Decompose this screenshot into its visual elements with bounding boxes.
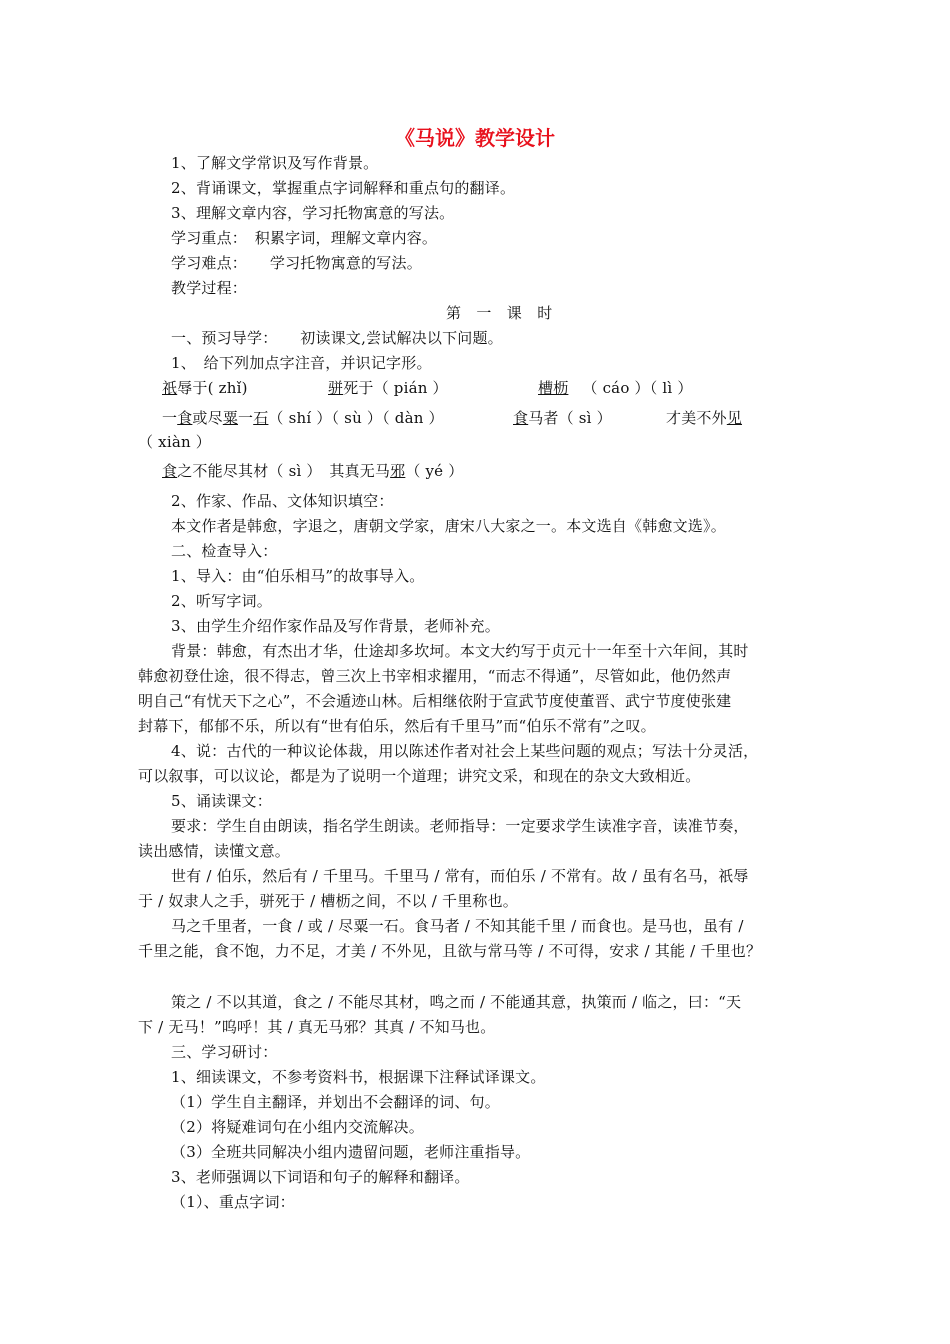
background-line: 背景：韩愈，有杰出才华，仕途却多坎坷。本文大约写于贞元十一年至十六年间，其时	[171, 642, 749, 660]
pinyin-text: （ shí ）（ sù ）（ dàn ）	[268, 409, 444, 427]
dotted-char: 食	[177, 409, 193, 427]
dotted-char: 邪	[390, 462, 406, 480]
dotted-char: 骈	[328, 379, 344, 397]
dotted-char: 石	[253, 409, 269, 427]
shuo-line: 4、说：古代的一种议论体裁，用以陈述作者对社会上某些问题的观点；写法十分灵活，	[171, 742, 759, 760]
goal-2: 2、背诵课文，掌握重点字词解释和重点句的翻译。	[171, 179, 516, 197]
check-item-3: 3、由学生介绍作家作品及写作背景，老师补充。	[171, 617, 500, 635]
preview-task-1: 1、 给下列加点字注音，并识记字形。	[171, 354, 432, 372]
reading-para-3-line: 策之 / 不以其道，食之 / 不能尽其材，鸣之而 / 不能通其意，执策而 / 临之，曰：“天	[171, 993, 742, 1011]
reading-para-2-line: 千里之能，食不饱，力不足，才美 / 不外见，且欲与常马等 / 不可得，安求 / 其能 / 千里也？	[138, 942, 762, 960]
plain-text: 一	[162, 409, 178, 427]
preview-heading: 一、预习导学： 初读课文,尝试解决以下问题。	[171, 329, 503, 347]
requirement-line: 读出感情，读懂文意。	[138, 842, 291, 860]
plain-text: 一	[238, 409, 254, 427]
check-item-2: 2、听写字词。	[171, 592, 272, 610]
preview-task-2-answer: 本文作者是韩愈，字退之，唐朝文学家，唐宋八大家之一。本文选自《韩愈文选》。	[171, 517, 726, 535]
pinyin-text: 马者（ sì ）	[528, 409, 612, 427]
pinyin-row-1-item-2	[328, 378, 448, 398]
pinyin-row-2-continuation: （ xiàn ）	[138, 433, 211, 451]
plain-text: 或尽	[192, 409, 223, 427]
pinyin-text: 辱于( zhǐ)	[177, 379, 248, 397]
study-sub-item: （2）将疑难词句在小组内交流解决。	[171, 1118, 424, 1136]
preview-task-2: 2、作家、作品、文体知识填空：	[171, 492, 394, 510]
dotted-char: 祇	[162, 379, 178, 397]
requirement-line: 要求：学生自由朗读，指名学生朗读。老师指导：一定要求学生读准字音，读准节奏，	[171, 817, 749, 835]
background-line: 明自己“有忧天下之心”，不会遁迹山林。后相继依附于宣武节度使董晋、武宁节度使张建	[138, 692, 732, 710]
study-sub-item: （3）全班共同解决小组内遗留问题，老师注重指导。	[171, 1143, 531, 1161]
check-item-1: 1、导入：由“伯乐相马”的故事导入。	[171, 567, 425, 585]
background-line: 韩愈初登仕途，很不得志，曾三次上书宰相求擢用，“而志不得通”，尽管如此，他仍然声	[138, 667, 732, 685]
pinyin-text: （ yé ）	[405, 462, 464, 480]
reading-para-1-line: 世有 / 伯乐，然后有 / 千里马。千里马 / 常有，而伯乐 / 不常有。故 / 虽有名马，祇辱	[171, 867, 749, 885]
shuo-line: 可以叙事，可以议论，都是为了说明一个道理；讲究文采，和现在的杂文大致相近。	[138, 767, 701, 785]
study-item-1: 1、细读课文，不参考资料书，根据课下注释试译课文。	[171, 1068, 546, 1086]
pinyin-row-2-item-3	[666, 408, 742, 428]
plain-text: 才美不外	[666, 409, 727, 427]
reading-para-2-line: 马之千里者，一食 / 或 / 尽粟一石。食马者 / 不知其能千里 / 而食也。是马也，虽有 /	[171, 917, 744, 935]
dotted-char: 粟	[222, 409, 239, 427]
recite-heading: 5、诵读课文：	[171, 792, 272, 810]
pinyin-row-2-item-2	[513, 408, 612, 428]
study-sub-item: （1）学生自主翻译，并划出不会翻译的词、句。	[171, 1093, 500, 1111]
key-point: 学习重点： 积累字词，理解文章内容。	[171, 229, 438, 247]
study-key-words: （1）、重点字词：	[171, 1193, 295, 1211]
reading-para-3-line: 下 / 无马！”呜呼！其 / 真无马邪？其真 / 不知马也。	[138, 1018, 496, 1036]
pinyin-row-1-item-1	[162, 378, 248, 398]
study-heading: 三、学习研讨：	[171, 1043, 278, 1061]
difficulty: 学习难点： 学习托物寓意的写法。	[171, 254, 422, 272]
reading-para-1-line: 于 / 奴隶人之手，骈死于 / 槽枥之间，不以 / 千里称也。	[138, 892, 518, 910]
goal-3: 3、理解文章内容，学习托物寓意的写法。	[171, 204, 455, 222]
pinyin-row-1-item-3	[538, 378, 693, 398]
dotted-char: 食	[513, 409, 529, 427]
check-heading: 二、检查导入：	[171, 542, 278, 560]
dotted-char: 食	[162, 462, 178, 480]
dotted-char: 槽枥	[538, 379, 569, 397]
pinyin-text: （ cáo ）（ lì ）	[582, 379, 693, 397]
process-label: 教学过程：	[171, 279, 248, 297]
background-line: 封幕下，郁郁不乐，所以有“世有伯乐，然后有千里马”而“伯乐不常有”之叹。	[138, 717, 656, 735]
pinyin-row-3	[162, 461, 463, 481]
lesson-heading: 第 一 课 时	[446, 304, 553, 322]
pinyin-text: 之不能尽其材（ sì ） 其真无马	[177, 462, 391, 480]
pinyin-text: 死于（ pián ）	[343, 379, 448, 397]
dotted-char: 见	[726, 409, 743, 427]
study-item-3: 3、老师强调以下词语和句子的解释和翻译。	[171, 1168, 470, 1186]
page-title: 《马说》教学设计	[395, 126, 555, 150]
pinyin-row-2-item-1	[162, 408, 444, 428]
goal-1: 1、了解文学常识及写作背景。	[171, 154, 379, 172]
